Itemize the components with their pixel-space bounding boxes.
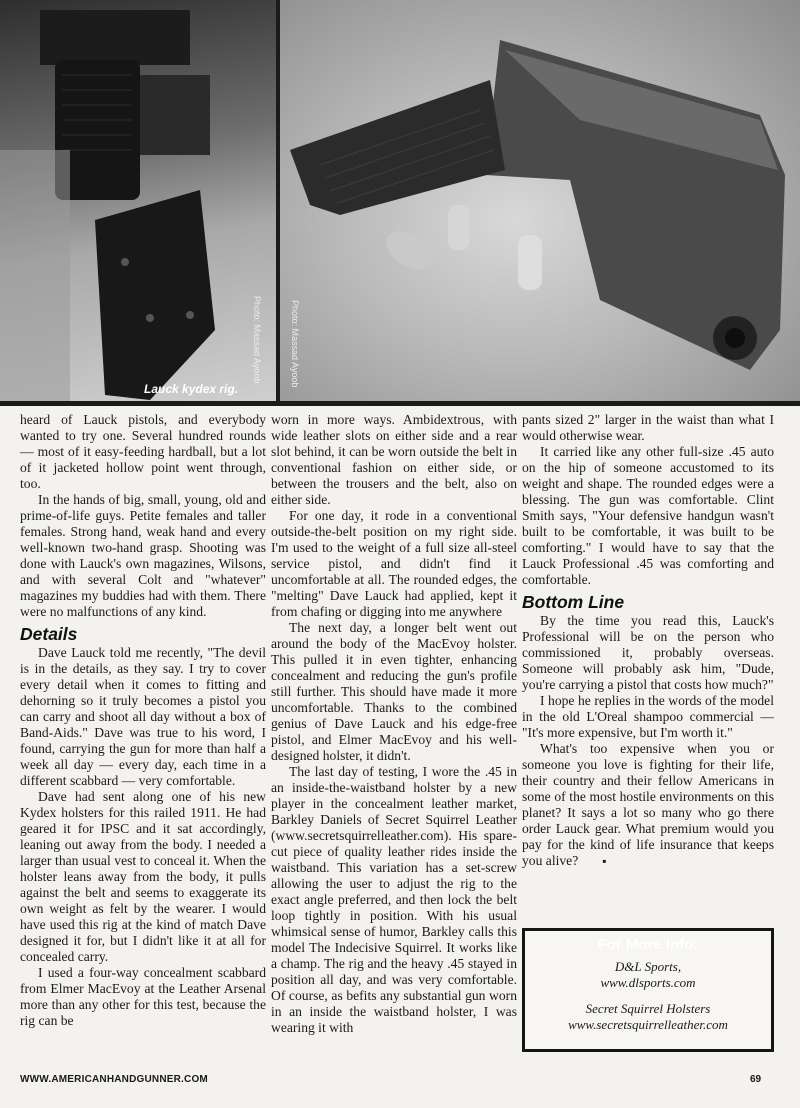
paragraph-text: pants sized 2" larger in the waist than what I would otherwise wear. bbox=[522, 412, 774, 443]
paragraph-text: By the time you read this, Lauck's Professional will be on the person who commissioned it, probably overseas. Someone will probably ask him, "Dude, you're carrying a pistol that costs how much?" bbox=[522, 613, 774, 692]
info-group-secret-squirrel bbox=[525, 1001, 771, 1033]
paragraph-text: In the hands of big, small, young, old and prime-of-life guys. Petite females and taller females. Strong hand, weak hand and every well-known two-hand grasp. Shooting was done with Lauck's own magazines, Wilsons, and with several Colt and "whatever" magazines my buddies had with them. There were no malfunctions of any kind. bbox=[20, 492, 266, 619]
info-line: D&L Sports, bbox=[614, 959, 682, 974]
paragraph-text: For one day, it rode in a conventional outside-the-belt position on my right side. I'm used to the weight of a full size all-steel service pistol, and didn't find it uncomfortable at all. The rounded edges, the "melting" Dave Lauck had applied, kept it from chafing or digging into me anywhere bbox=[271, 508, 517, 619]
info-box-title: For More Info: bbox=[597, 936, 699, 953]
info-link[interactable]: www.dlsports.com bbox=[600, 975, 696, 990]
photo-row bbox=[0, 0, 800, 406]
info-group-dl-sports bbox=[525, 959, 771, 991]
body-paragraph bbox=[522, 693, 774, 741]
column-2 bbox=[271, 412, 517, 1036]
info-link[interactable]: www.secretsquirrelleather.com bbox=[568, 1017, 728, 1032]
paragraph-text: What's too expensive when you or someone you love is fighting for their life, their country and their fellow Americans in some of the most hostile environments on this planet? It says a lot so many who go there order Lauck gear. What premium would you pay for the kind of life insurance that keeps you alive? bbox=[522, 741, 774, 868]
page-footer bbox=[20, 1074, 776, 1092]
body-paragraph bbox=[271, 620, 517, 764]
paragraph-text: It carried like any other full-size .45 auto on the hip of someone accustomed to its weight and shape. The rounded edges were a blessing. The gun was comfortable. Clint Smith says, "Your defensive handgun wasn't built to be comfortable, it was built to be comforting." I would have to say that the Lauck Professional .45 was comforting and comfortable. bbox=[522, 444, 774, 587]
body-paragraph bbox=[20, 645, 266, 789]
body-paragraph bbox=[20, 412, 266, 492]
pistol-illustration bbox=[280, 0, 800, 401]
paragraph-text: I used a four-way concealment scabbard from Elmer MacEvoy at the Leather Arsenal more than any other for this test, because the rig can be bbox=[20, 965, 266, 1028]
footer-url[interactable]: WWW.AMERICANHANDGUNNER.COM bbox=[20, 1074, 208, 1085]
holster-illustration bbox=[0, 0, 276, 401]
body-paragraph bbox=[522, 444, 774, 588]
photo-caption: Lauck kydex rig. bbox=[144, 382, 239, 396]
column-1 bbox=[20, 412, 266, 1029]
column-3 bbox=[522, 412, 774, 869]
paragraph-text: The last day of testing, I wore the .45 in an inside-the-waistband holster by a new player in the concealment leather market, Barkley Daniels of Secret Squirrel Leather (www.secretsquirrelleather.com). His spare-cut piece of quality leather rides inside the waistband. This variation has a set-screw allowing the user to adjust the rig to the exact angle preferred, and then lock the belt loop tightly in position. With his usual whimsical sense of humor, Barkley calls this model The Indecisive Squirrel. It works like a champ. The rig and the heavy .45 stayed in position all day, and was very comfortable. Of course, as befits any substantial gun worn in an inside the waistband holster, I was wearing it with bbox=[271, 764, 517, 1035]
body-paragraph bbox=[522, 613, 774, 693]
body-paragraph bbox=[522, 412, 774, 444]
right-photo-credit: Photo: Massad Ayoob bbox=[290, 300, 300, 388]
end-of-article-mark: ▪ bbox=[602, 854, 607, 868]
pistol-and-cartridges-photo bbox=[280, 0, 800, 401]
page-number: 69 bbox=[750, 1074, 762, 1085]
paragraph-text: Dave had sent along one of his new Kydex holsters for this railed 1911. He had geared it for IPSC and it sat accordingly, leaning out away from the body. I needed a larger than usual vest to conceal it. When the holster leans away from the body, it pulls against the belt and seems to exaggerate its own weight as felt by the wearer. I would have used this rig at the kind of match Dave designed it for, but I didn't like it at all for concealed carry. bbox=[20, 789, 266, 964]
paragraph-text: Dave Lauck told me recently, "The devil is in the details, as they say. I try to cover every detail when it comes to fitting and dehorning so it truly becomes a pistol you can carry and shoot all day without a box of Band-Aids." Dave was true to his word, I found, carrying the gun for more than half a week all day — every day, each time in a different scabbard — very comfortable. bbox=[20, 645, 266, 788]
paragraph-text: heard of Lauck pistols, and everybody wanted to try one. Several hundred rounds — most of it easy-feeding hardball, but a lot of it jacketed hollow point went through, too. bbox=[20, 412, 266, 491]
section-heading: Details bbox=[20, 624, 78, 644]
body-paragraph bbox=[271, 764, 517, 1036]
section-heading: Bottom Line bbox=[522, 592, 625, 612]
body-paragraph bbox=[20, 965, 266, 1029]
left-photo-credit: Photo: Massad Ayoob bbox=[252, 296, 262, 384]
paragraph-text: I hope he replies in the words of the model in the old L'Oreal shampoo commercial — "It's more expensive, but I'm worth it." bbox=[522, 693, 774, 740]
body-paragraph bbox=[271, 412, 517, 508]
paragraph-text: The next day, a longer belt went out around the body of the MacEvoy holster. This pulled it in even tighter, enhancing concealment and reducing the gun's profile still further. This should have made it more uncomfortable. Thanks to the combined genius of Dave Lauck and his edge-free pistol, and Elmer MacEvoy and his well-designed holster, it didn't. bbox=[271, 620, 517, 763]
kydex-holster-photo bbox=[0, 0, 276, 401]
body-paragraph bbox=[522, 741, 774, 869]
body-paragraph bbox=[20, 492, 266, 620]
paragraph-text: worn in more ways. Ambidextrous, with wide leather slots on either side and a rear slot behind, it can be worn outside the belt in conventional fashion on either side, or between the trousers and the belt, also on either side. bbox=[271, 412, 517, 507]
info-line: Secret Squirrel Holsters bbox=[585, 1001, 711, 1016]
more-info-box bbox=[522, 928, 774, 1052]
body-paragraph bbox=[20, 789, 266, 965]
body-paragraph bbox=[271, 508, 517, 620]
